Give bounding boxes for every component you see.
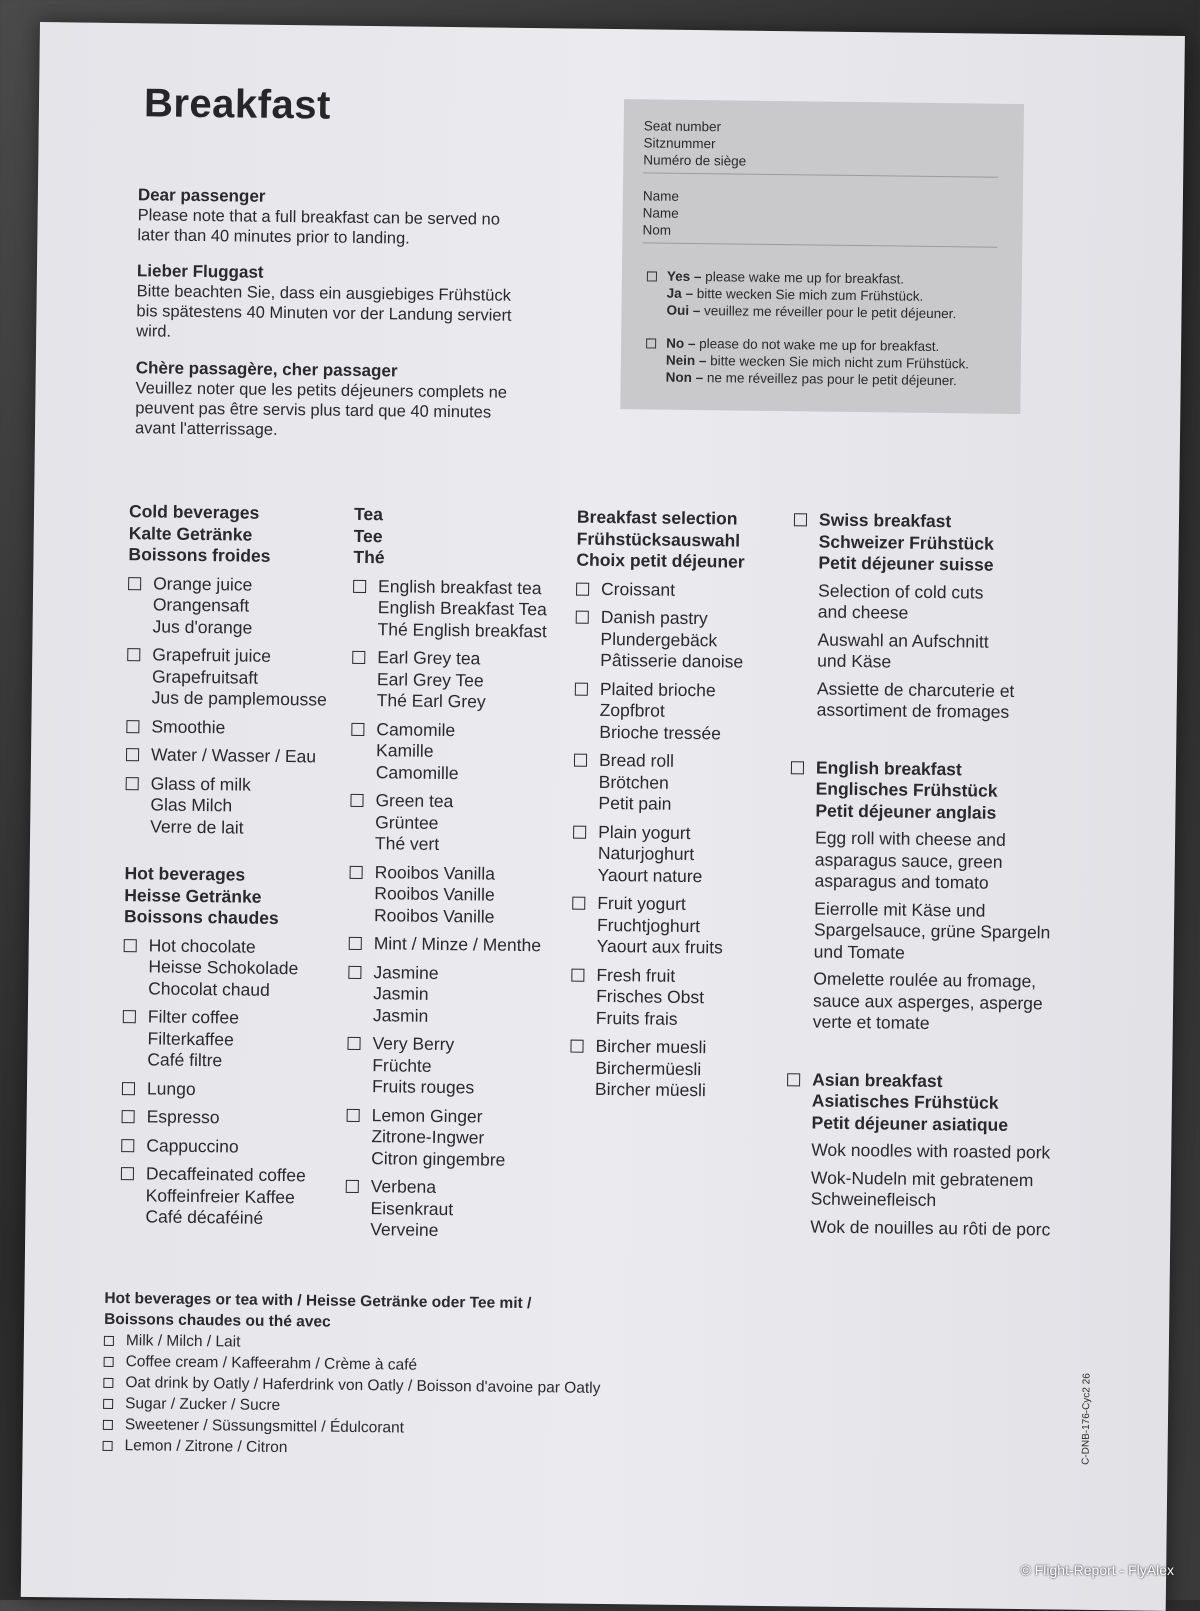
menu-item-lungo[interactable]: Lungo [122,1078,337,1102]
checkbox[interactable] [104,1357,114,1367]
checkbox[interactable] [103,1399,113,1409]
menu-item-grapefruit-juice[interactable]: Grapefruit juice Grapefruitsaft Jus de pamplemousse [127,644,343,711]
section-heading-cold: Cold beverages Kalte Getränke Boissons froides [128,501,271,566]
option-text: bitte wecken Sie mich nicht zum Frühstück. [706,353,970,372]
option-text: ne me réveillez pas pour le petit déjeuner. [703,370,957,389]
seat-number-field[interactable] [643,117,999,177]
photo-credit: © Flight-Report - FlyAlex [1020,1562,1174,1578]
intro-heading: Dear passenger [137,185,266,206]
checkbox[interactable] [104,1336,114,1346]
checkbox[interactable] [576,582,589,595]
column-mains [785,509,1094,1277]
checkbox[interactable] [646,338,656,348]
checkbox[interactable] [351,722,364,735]
option-key: Oui – [666,302,701,319]
intro-english [137,185,558,250]
dish-description: Wok noodles with roasted pork [811,1139,1051,1163]
menu-item-rooibos[interactable]: Rooibos Vanilla Rooibos Vanille Rooibos Vanille [349,861,565,928]
checkbox[interactable] [572,897,585,910]
extra-sugar[interactable]: Sugar / Zucker / Sucre [103,1393,663,1421]
option-key: Non – [665,369,704,386]
intro-french [135,358,556,443]
section-heading-hot: Hot beverages Heisse Getränke Boissons chaudes [123,863,279,928]
menu-item-bread-roll[interactable]: Bread roll Brötchen Petit pain [573,750,789,817]
checkbox[interactable] [122,1082,135,1095]
checkbox[interactable] [103,1378,113,1388]
field-label: Numéro de siège [643,152,747,169]
menu-item-danish-pastry[interactable]: Danish pastry Plundergebäck Pâtisserie danoise [575,607,791,674]
dish-description: Selection of cold cuts and cheese [817,580,984,623]
checkbox[interactable] [575,682,588,695]
menu-item-milk[interactable]: Glass of milk Glas Milch Verre de lait [125,773,341,840]
dish-description: Omelette roulée au fromage, sauce aux asperges, asperge verte et tomate [812,968,1043,1033]
checkbox[interactable] [103,1420,113,1430]
intro-german [136,261,557,346]
checkbox[interactable] [576,611,589,624]
checkbox[interactable] [126,720,139,733]
menu-item-earl-grey[interactable]: Earl Grey tea Earl Grey Tee Thé Earl Grey [352,647,568,714]
field-label: Sitznummer [643,135,716,152]
menu-item-fruit-yogurt[interactable]: Fruit yogurt Fruchtjoghurt Yaourt aux fruits [572,893,788,960]
option-text: please do not wake me up for breakfast. [695,336,940,355]
checkbox[interactable] [787,1073,800,1086]
main-swiss-breakfast[interactable]: Swiss breakfast Schweizer Frühstück Petit déjeuner suisse Selection of cold cuts and cheese Auswahl an Aufschnitt und Käse Assiette de charcuterie et assortiment de fromages [792,509,1095,724]
menu-item-cappuccino[interactable]: Cappuccino [121,1135,336,1159]
intro-line: later than 40 minutes prior to landing. [137,226,410,248]
intro-heading: Chère passagère, cher passager [135,358,398,381]
checkbox[interactable] [126,748,139,761]
menu-item-green-tea[interactable]: Green tea Grüntee Thé vert [350,790,566,857]
checkbox[interactable] [128,577,141,590]
intro-line: Bitte beachten Sie, dass ein ausgiebiges Frühstück [136,282,512,305]
option-text: please wake me up for breakfast. [701,269,905,287]
seat-wake-box [620,99,1024,414]
extras-section [102,1288,664,1463]
menu-item-brioche[interactable]: Plaited brioche Zopfbrot Brioche tressée [574,678,790,745]
dish-description: Auswahl an Aufschnitt und Käse [817,629,989,672]
menu-item-espresso[interactable]: Espresso [121,1106,336,1130]
menu-item-croissant[interactable]: Croissant [576,578,791,602]
intro-line: avant l'atterrissage. [134,419,278,439]
field-label: Seat number [643,118,722,135]
main-asian-breakfast[interactable]: Asian breakfast Asiatisches Frühstück Petit déjeuner asiatique Wok noodles with roasted pork Wok-Nudeln mit gebratenem Schweinefleisch Wok de nouilles au rôti de porc [785,1069,1087,1241]
menu-item-lemon-ginger[interactable]: Lemon Ginger Zitrone-Ingwer Citron gingembre [346,1104,562,1171]
intro-line: Veuillez noter que les petits déjeuners complets ne [135,379,508,402]
option-key: No – [666,335,696,352]
checkbox[interactable] [103,1441,113,1451]
menu-item-verbena[interactable]: Verbena Eisenkraut Verveine [345,1176,561,1243]
option-text: bitte wecken Sie mich zum Frühstück. [692,285,924,304]
wake-yes-option[interactable] [646,267,1007,322]
wake-no-option[interactable] [646,334,1007,389]
dish-description: Eierrolle mit Käse und Spargelsauce, grüne Spargeln und Tomate [813,898,1051,963]
dish-description: Wok de nouilles au rôti de porc [810,1216,1051,1239]
field-label: Nom [642,222,672,238]
extra-oat-drink[interactable]: Oat drink by Oatly / Haferdrink von Oatly / Boisson d'avoine par Oatly [103,1372,663,1400]
extra-coffee-cream[interactable]: Coffee cream / Kaffeerahm / Crème à café [104,1351,664,1379]
intro-line: wird. [136,322,172,341]
column-beverages [120,501,344,1230]
page-title: Breakfast [143,81,332,128]
extra-milk[interactable]: Milk / Milch / Lait [104,1330,664,1358]
column-tea [345,504,569,1243]
option-key: Ja – [666,285,694,301]
checkbox[interactable] [573,825,586,838]
checkbox[interactable] [121,1167,134,1180]
menu-item-hot-chocolate[interactable]: Hot chocolate Heisse Schokolade Chocolat chaud [123,935,339,1002]
checkbox[interactable] [121,1139,134,1152]
field-label: Name [642,205,679,221]
main-english-breakfast[interactable]: English breakfast Englisches Frühstück Petit déjeuner anglais Egg roll with cheese and asparagus sauce, green asparagus and tomato Eierrolle mit Käse und Spargelsauce, grüne Spargeln und Tomate Omelette roulée au fromage, sauce aux asperges, asperge verte et tomate [788,757,1091,1037]
name-field[interactable] [642,187,998,247]
checkbox[interactable] [794,513,807,526]
checkbox[interactable] [347,1108,360,1121]
menu-item-jasmine[interactable]: Jasmine Jasmin Jasmin [348,961,564,1028]
option-key: Yes – [666,268,702,285]
menu-item-filter-coffee[interactable]: Filter coffee Filterkaffee Café filtre [122,1006,338,1073]
menu-item-camomile[interactable]: Camomile Kamille Camomille [351,718,567,785]
extra-lemon[interactable]: Lemon / Zitrone / Citron [102,1435,662,1463]
checkbox[interactable] [127,648,140,661]
checkbox[interactable] [346,1180,359,1193]
extras-heading: Hot beverages or tea with / Heisse Getränke oder Tee mit / Boissons chaudes ou thé avec [104,1289,532,1331]
intro-heading: Lieber Fluggast [136,261,264,282]
checkbox[interactable] [571,968,584,981]
intro-line: bis spätestens 40 Minuten vor der Landung serviert [136,302,512,325]
menu-item-bircher-muesli[interactable]: Bircher muesli Birchermüesli Bircher müesli [570,1036,786,1103]
checkbox[interactable] [350,865,363,878]
column-selection [570,507,792,1103]
section-heading-selection: Breakfast selection Frühstücksauswahl Choix petit déjeuner [576,506,745,572]
menu-item-smoothie[interactable]: Smoothie [126,716,341,740]
dish-description: Egg roll with cheese and asparagus sauce, green asparagus and tomato [814,827,1006,893]
dish-description: Wok-Nudeln mit gebratenem Schweinefleisch [810,1167,1034,1211]
option-text: veuillez me réveiller pour le petit déjeuner. [700,303,957,322]
menu-item-fresh-fruit[interactable]: Fresh fruit Frisches Obst Fruits frais [571,964,787,1031]
checkbox[interactable] [348,965,361,978]
dish-description: Assiette de charcuterie et assortiment de fromages [816,678,1015,722]
checkbox[interactable] [647,271,657,281]
extra-sweetener[interactable]: Sweetener / Süssungsmittel / Édulcorant [103,1414,663,1442]
checkbox[interactable] [126,777,139,790]
checkbox[interactable] [353,579,366,592]
checkbox[interactable] [574,754,587,767]
menu-item-english-breakfast-tea[interactable]: English breakfast tea English Breakfast Tea Thé English breakfast [352,575,568,642]
field-label: Name [642,188,680,204]
section-heading-tea: Tea Tee Thé [353,503,385,568]
intro-line: peuvent pas être servis plus tard que 40 minutes [135,399,492,422]
option-key: Nein – [665,352,707,369]
checkbox[interactable] [347,1037,360,1050]
checkbox[interactable] [352,651,365,664]
intro-line: Please note that a full breakfast can be served no [137,206,501,229]
menu-item-plain-yogurt[interactable]: Plain yogurt Naturjoghurt Yaourt nature [572,821,788,888]
menu-item-decaf[interactable]: Decaffeinated coffee Koffeinfreier Kaffee Café décaféiné [120,1163,336,1230]
menu-item-mint[interactable]: Mint / Minze / Menthe [349,933,564,957]
print-code: C-DNB-176-Cyc2 26 [1080,1373,1093,1465]
checkbox[interactable] [349,937,362,950]
menu-card [21,22,1185,1611]
menu-item-orange-juice[interactable]: Orange juice Orangensaft Jus d'orange [127,573,343,640]
checkbox[interactable] [124,939,137,952]
checkbox[interactable] [123,1010,136,1023]
checkbox[interactable] [791,761,804,774]
menu-item-very-berry[interactable]: Very Berry Früchte Fruits rouges [347,1033,563,1100]
checkbox[interactable] [350,794,363,807]
menu-item-water[interactable]: Water / Wasser / Eau [126,744,341,768]
checkbox[interactable] [122,1110,135,1123]
checkbox[interactable] [570,1040,583,1053]
